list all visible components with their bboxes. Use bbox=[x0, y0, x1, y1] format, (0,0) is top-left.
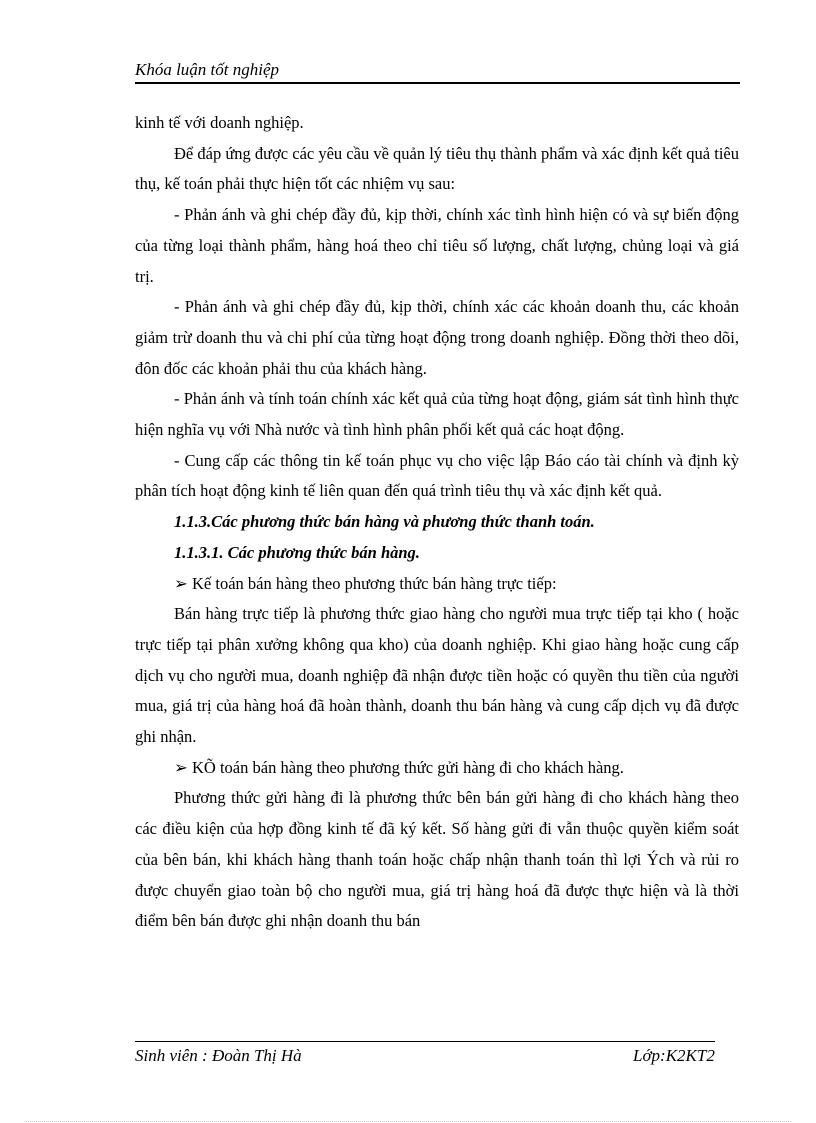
paragraph-task-1: - Phản ánh và ghi chép đầy đủ, kịp thời, chính xác tình hình hiện có và sự biến động của từng loại thành phẩm, hàng hoá theo chỉ tiêu số lượng, chất lượng, chủng loại và giá trị. bbox=[135, 205, 739, 286]
paragraph-consignment: Phương thức gửi hàng đi là phương thức bên bán gửi hàng đi cho khách hàng theo các điều kiện của hợp đồng kinh tế đã ký kết. Số hàng gửi đi vẫn thuộc quyền kiểm soát của bên bán, khi khách hàng thanh toán hoặc chấp nhận thanh toán thì lợi Ých và rủi ro được chuyển giao toàn bộ cho người mua, giá trị hàng hoá đã được thực hiện và là thời điểm bên bán được ghi nhận doanh thu bán bbox=[135, 788, 739, 931]
subsection-heading: 1.1.3.1. Các phương thức bán hàng. bbox=[174, 542, 420, 562]
document-body bbox=[135, 108, 739, 937]
footer-class: Lớp:K2KT2 bbox=[633, 1046, 715, 1065]
page-bottom-edge bbox=[25, 1121, 791, 1122]
header-title: Khóa luận tốt nghiệp bbox=[135, 60, 280, 79]
paragraph-task-3: - Phản ánh và tính toán chính xác kết quả của từng hoạt động, giám sát tình hình thực hiện nghĩa vụ với Nhà nước và tình hình phân phối kết quả các hoạt động. bbox=[135, 389, 739, 440]
arrow-bullet-icon: ➢ bbox=[174, 573, 188, 593]
bullet-text: KÕ toán bán hàng theo phương thức gửi hàng đi cho khách hàng. bbox=[192, 757, 624, 777]
footer-divider bbox=[135, 1041, 715, 1042]
paragraph-direct-sales: Bán hàng trực tiếp là phương thức giao hàng cho người mua trực tiếp tại kho ( hoặc trực tiếp tại phân xưởng không qua kho) của doanh nghiệp. Khi giao hàng hoặc cung cấp dịch vụ cho người mua, doanh nghiệp đã nhận được tiền hoặc có quyền thu tiền của người mua, giá trị của hàng hoá đã hoàn thành, doanh thu bán hàng và cung cấp dịch vụ đã được ghi nhận. bbox=[135, 604, 739, 747]
bullet-item-direct-sales bbox=[135, 569, 739, 600]
paragraph-continuation: kinh tế với doanh nghiệp. bbox=[135, 113, 304, 132]
paragraph-task-4: - Cung cấp các thông tin kế toán phục vụ cho việc lập Báo cáo tài chính và định kỳ phân tích hoạt động kinh tế liên quan đến quá trình tiêu thụ và xác định kết quả. bbox=[135, 450, 739, 501]
bullet-item-consignment bbox=[135, 753, 739, 784]
bullet-text: Kế toán bán hàng theo phương thức bán hàng trực tiếp: bbox=[192, 573, 557, 593]
section-heading: 1.1.3.Các phương thức bán hàng và phương thức thanh toán. bbox=[174, 512, 595, 532]
footer-student: Sinh viên : Đoàn Thị Hà bbox=[135, 1046, 302, 1065]
page-header bbox=[135, 58, 740, 84]
paragraph-task-2: - Phản ánh và ghi chép đầy đủ, kịp thời, chính xác các khoản doanh thu, các khoản giảm trừ doanh thu và chi phí của từng hoạt động trong doanh nghiệp. Đồng thời theo dõi, đôn đốc các khoản phải thu của khách hàng. bbox=[135, 297, 739, 378]
paragraph-intro: Để đáp ứng được các yêu cầu về quản lý tiêu thụ thành phẩm và xác định kết quả tiêu thụ, kế toán phải thực hiện tốt các nhiệm vụ sau: bbox=[135, 143, 739, 194]
arrow-bullet-icon: ➢ bbox=[174, 757, 188, 777]
